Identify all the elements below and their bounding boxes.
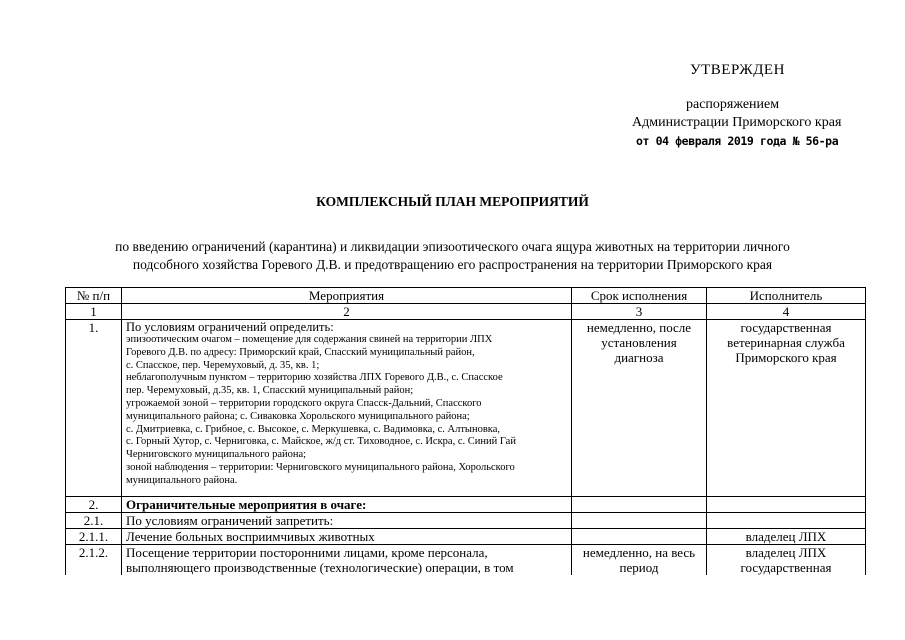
table-row	[66, 529, 866, 545]
table-row	[66, 513, 866, 529]
measure-line: неблагополучным пунктом – территорию хозяйства ЛПХ Горевого Д.В., с. Спасское	[126, 372, 503, 384]
row-number: 2.	[66, 497, 122, 513]
table-row	[66, 545, 866, 576]
measure-line: с. Дмитриевка, с. Грибное, с. Высокое, с. Меркушевка, с. Вадимовка, с. Алтыновка,	[126, 423, 501, 435]
measure-line: эпизоотическим очагом – помещение для содержания свиней на территории ЛПХ	[126, 334, 493, 345]
header-executor: Исполнитель	[707, 288, 866, 304]
approval-line-2: Администрации Приморского края	[632, 115, 842, 130]
measure-line: с. Горный Хутор, с. Черниговка, с. Майское, ж/д ст. Тиховодное, с. Искра, с. Синий Гай	[126, 436, 516, 448]
row-measure	[122, 320, 572, 497]
row-deadline: немедленно, после установления диагноза	[572, 320, 707, 497]
measure-line: пер. Черемуховый, д.35, кв. 1, Спасский муниципальный район;	[126, 385, 414, 397]
row-measure: По условиям ограничений запретить:	[122, 513, 572, 529]
row-measure: Лечение больных восприимчивых животных	[122, 529, 572, 545]
column-number-row	[66, 304, 866, 320]
row-measure: Ограничительные мероприятия в очаге:	[122, 497, 572, 513]
row-executor	[707, 497, 866, 513]
measure-line: зоной наблюдения – территории: Черниговского муниципального района, Хорольского	[126, 461, 515, 473]
measure-line: Горевого Д.В. по адресу: Приморский край, Спасский муниципальный район,	[126, 346, 475, 358]
header-measures: Мероприятия	[122, 288, 572, 304]
col-number: 2	[122, 304, 572, 320]
row-executor: владелец ЛПХ	[707, 529, 866, 545]
header-deadline: Срок исполнения	[572, 288, 707, 304]
row-number: 1.	[66, 320, 122, 497]
row-executor: государственная ветеринарная служба Приморского края	[707, 320, 866, 497]
document-subtitle	[0, 238, 905, 274]
approval-date: от 04 февраля 2019 года № 56-ра	[636, 134, 839, 148]
row-measure-lead: По условиям ограничений определить:	[126, 320, 334, 334]
subtitle-line-2: подсобного хозяйства Горевого Д.В. и предотвращению его распространения на территории Приморского края	[132, 257, 773, 272]
col-number: 4	[707, 304, 866, 320]
row-deadline	[572, 529, 707, 545]
table-header-row	[66, 288, 866, 304]
plan-table	[65, 287, 866, 575]
row-deadline	[572, 497, 707, 513]
col-number: 3	[572, 304, 707, 320]
table-row	[66, 497, 866, 513]
row-deadline	[572, 513, 707, 529]
row-number: 2.1.	[66, 513, 122, 529]
row-deadline: немедленно, на весь период	[572, 545, 707, 576]
approval-line-1: распоряжением	[686, 97, 780, 112]
approved-heading: УТВЕРЖДЕН	[690, 62, 785, 78]
row-executor	[707, 513, 866, 529]
row-number: 2.1.1.	[66, 529, 122, 545]
measure-line: с. Спасское, пер. Черемуховый, д. 35, кв. 1;	[126, 359, 320, 371]
measure-line: муниципального района; с. Сиваковка Хорольского муниципального района;	[126, 410, 470, 422]
row-executor: владелец ЛПХ государственная	[707, 545, 866, 576]
col-number: 1	[66, 304, 122, 320]
row-measure: Посещение территории посторонними лицами, кроме персонала, выполняющего производственные (технологические) операции, в том	[122, 545, 572, 576]
row-number: 2.1.2.	[66, 545, 122, 576]
measure-line: муниципального района.	[126, 474, 238, 486]
table-row	[66, 320, 866, 497]
header-num: № п/п	[66, 288, 122, 304]
measure-line: Черниговского муниципального района;	[126, 449, 307, 461]
subtitle-line-1: по введению ограничений (карантина) и ликвидации эпизоотического очага ящура животных на территории личного	[115, 239, 790, 254]
document-title: КОМПЛЕКСНЫЙ ПЛАН МЕРОПРИЯТИЙ	[316, 194, 589, 209]
measure-line: угрожаемой зоной – территории городского округа Спасск-Дальний, Спасского	[126, 397, 482, 409]
